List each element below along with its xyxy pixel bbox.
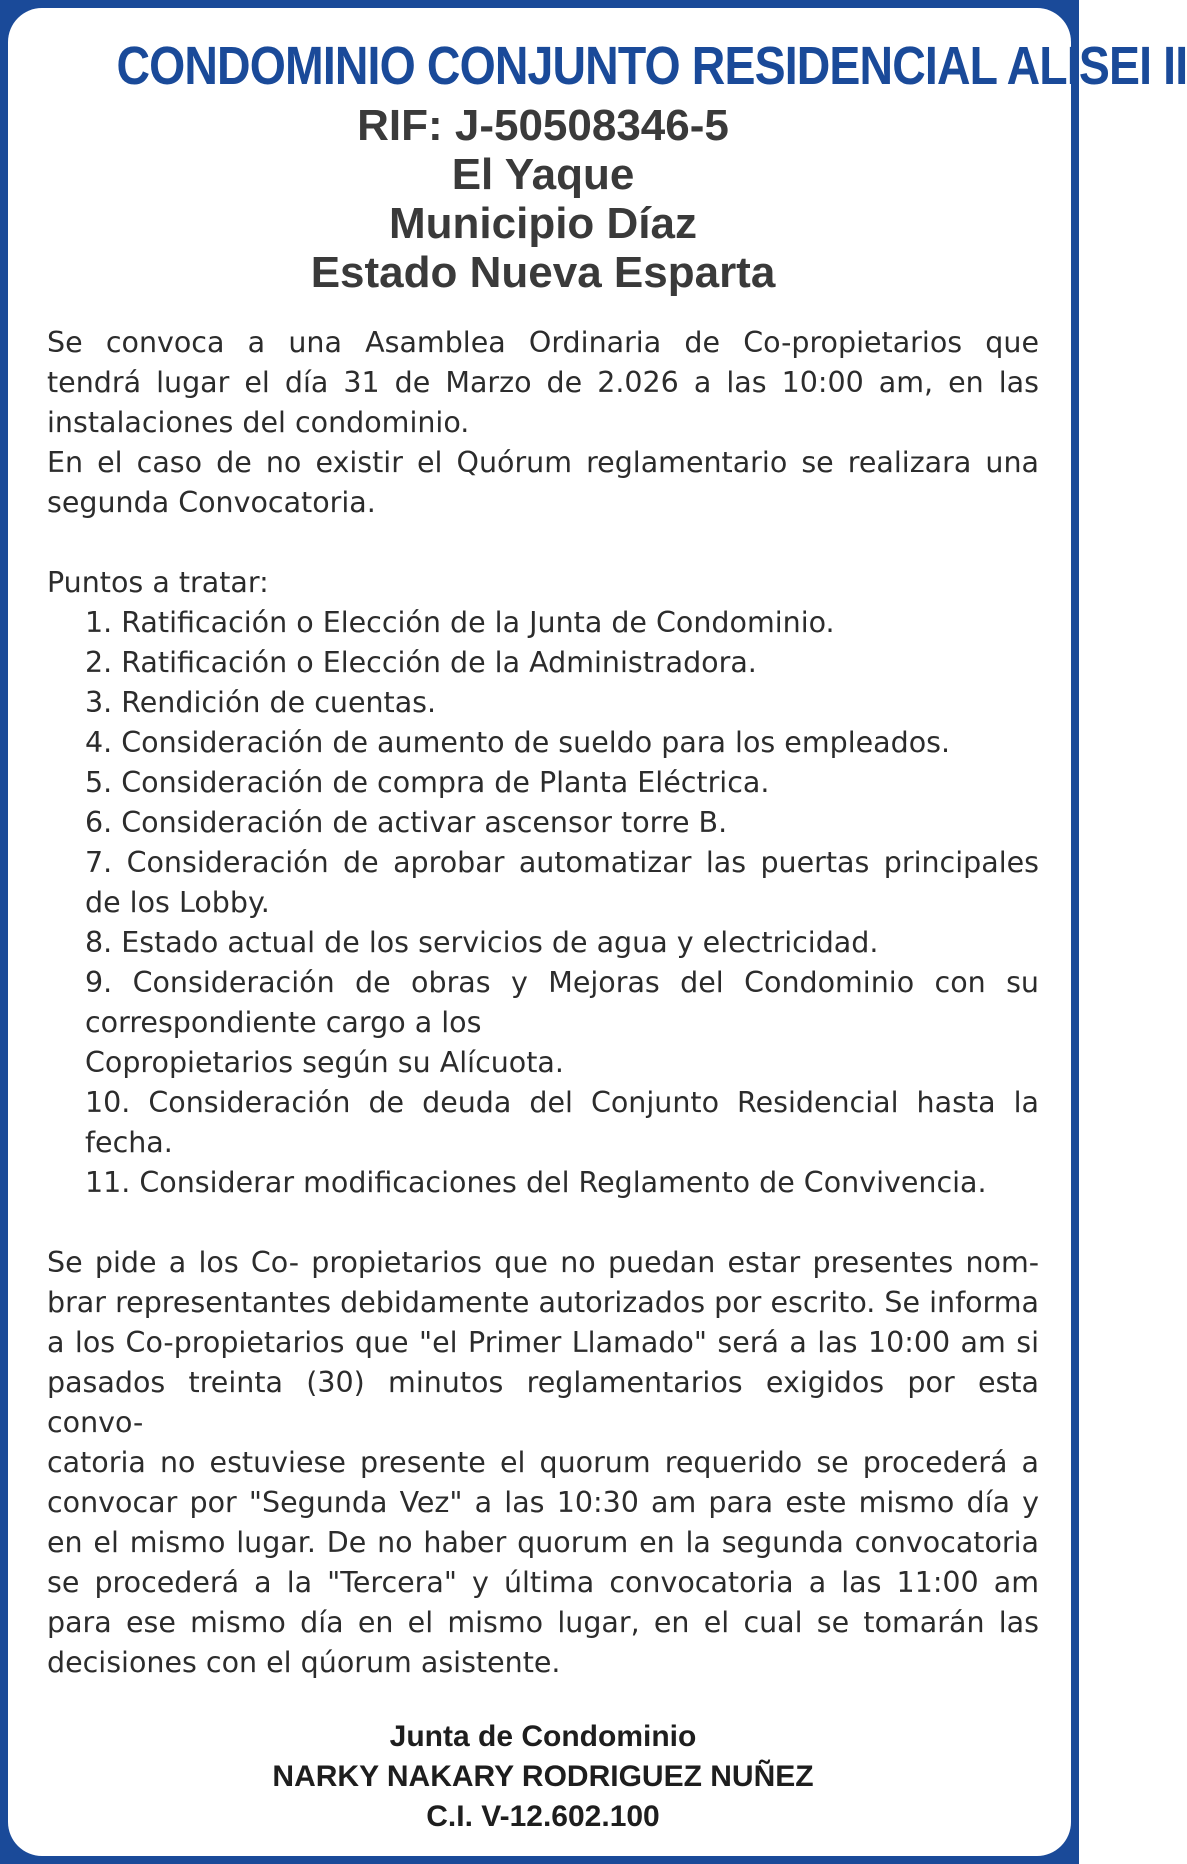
agenda-item: 8. Estado actual de los servicios de agua y electricidad. [85, 926, 879, 959]
agenda-item-continuation: de los Lobby. [85, 886, 270, 919]
agenda-item-continuation: Copropietarios según su Alícuota. [85, 1046, 564, 1079]
agenda-item: 2. Ratificación o Elección de la Administradora. [85, 646, 757, 679]
agenda-list [47, 603, 1039, 1203]
place-line: El Yaque [451, 150, 635, 199]
municipality-line: Municipio Díaz [389, 199, 697, 248]
notice-line: a los Co-propietarios que "el Primer Llamado" será a las 10:00 am si [47, 1326, 1039, 1359]
notice-line: catoria no estuviese presente el quorum requerido se procederá a [47, 1446, 1039, 1479]
agenda-item: 1. Ratificación o Elección de la Junta de Condominio. [85, 606, 835, 639]
notice-line: brar representantes debidamente autorizados por escrito. Se informa [47, 1286, 1039, 1319]
signature-id: C.I. V-12.602.100 [426, 1800, 660, 1833]
intro-line: En el caso de no existir el Quórum reglamentario se realizara una [47, 446, 1039, 479]
agenda-item: 5. Consideración de compra de Planta Eléctrica. [85, 766, 770, 799]
notice-card [8, 8, 1187, 1856]
notice-line: pasados treinta (30) minutos reglamentarios exigidos por esta convo- [47, 1366, 1039, 1439]
agenda-item: 6. Consideración de activar ascensor torre B. [85, 806, 728, 839]
signature-body: Junta de Condominio [389, 1720, 697, 1753]
header-block [47, 101, 1039, 297]
notice-line: para ese mismo día en el mismo lugar, en el cual se tomarán las [47, 1606, 1039, 1639]
agenda-heading: Puntos a tratar: [47, 566, 269, 599]
signature-name: NARKY NAKARY RODRIGUEZ NUÑEZ [272, 1760, 814, 1793]
intro-paragraph [47, 323, 1039, 523]
agenda-item: 7. Consideración de aprobar automatizar las puertas principales [85, 846, 1039, 879]
notice-line: convocar por "Segunda Vez" a las 10:30 am para este mismo día y [47, 1486, 1039, 1519]
notice-line: decisiones con el qúorum asistente. [47, 1646, 561, 1679]
notice-paragraph [47, 1243, 1039, 1683]
agenda-item: 10. Consideración de deuda del Conjunto Residencial hasta la [85, 1086, 1039, 1119]
intro-line: segunda Convocatoria. [47, 486, 376, 519]
notice-line: en el mismo lugar. De no haber quorum en la segunda convocatoria [47, 1526, 1039, 1559]
intro-line: Se convoca a una Asamblea Ordinaria de Co-propietarios que [47, 326, 1039, 359]
agenda-item-continuation: correspondiente cargo a los [85, 1006, 482, 1039]
rif-line: RIF: J-50508346-5 [357, 101, 729, 150]
agenda-item: 4. Consideración de aumento de sueldo para los empleados. [85, 726, 951, 759]
intro-line: tendrá lugar el día 31 de Marzo de 2.026 a las 10:00 am, en las [47, 366, 1039, 399]
notice-body [47, 323, 1039, 1683]
notice-line: se procederá a la "Tercera" y última convocatoria a las 11:00 am [47, 1566, 1039, 1599]
intro-line: instalaciones del condominio. [47, 406, 470, 439]
agenda-item: 3. Rendición de cuentas. [85, 686, 437, 719]
state-line: Estado Nueva Esparta [310, 248, 776, 297]
agenda-item: 11. Considerar modificaciones del Reglamento de Convivencia. [85, 1166, 987, 1199]
notice-line: Se pide a los Co- propietarios que no puedan estar presentes nom- [47, 1246, 1039, 1279]
agenda-item: 9. Consideración de obras y Mejoras del Condominio con su [85, 966, 1039, 999]
agenda-item-continuation: fecha. [85, 1126, 173, 1159]
signature-block [47, 1717, 1039, 1837]
condominium-title: CONDOMINIO CONJUNTO RESIDENCIAL ALISEI II [116, 36, 1187, 96]
